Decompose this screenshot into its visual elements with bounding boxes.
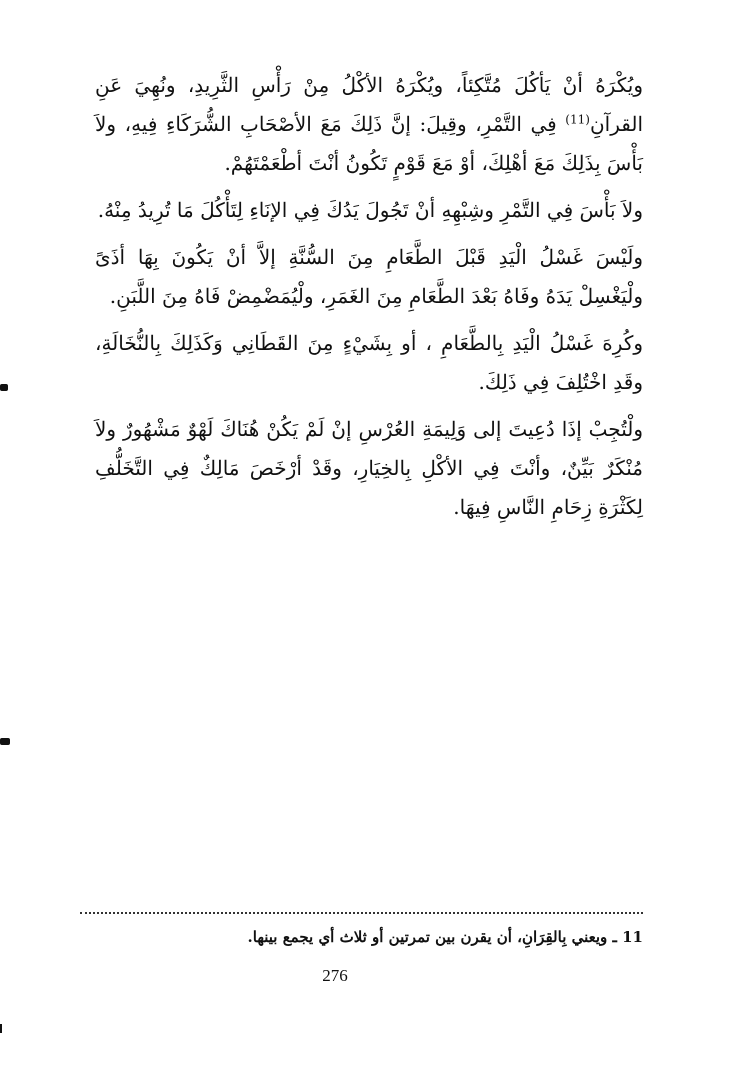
paragraph-dates: ولاَ بَأْسَ فِي التَّمْرِ وشِبْهِهِ أنْ تَجُولَ يَدُكَ فِي الإنَاءِ لِتَأْكُلَ مَا تُرِيدُ مِنْهُ. (97, 198, 643, 222)
footnote-separator (80, 912, 643, 914)
paragraph-disliked-washing: وكُرِهَ غَسْلُ الْيَدِ بِالطَّعَامِ ، أو بِشَيْءٍ مِنَ القَطَانِي وَكَذَلِكَ بِالنُّخَالَةِ، وقَدِ اخْتُلِفَ فِي ذَلِكَ. (95, 331, 643, 394)
scan-margin-mark (0, 384, 8, 391)
page-number: 276 (322, 966, 348, 985)
paragraph-eating-etiquette (95, 66, 643, 183)
paragraph-text: فِي التَّمْرِ، وقِيلَ: إنَّ ذَلِكَ مَعَ الأصْحَابِ الشُّرَكَاءِ فِيهِ، ولاَ بَأْسَ بِذَلِكَ مَعَ أهْلِكَ، أوْ مَعَ قَوْمٍ تَكُونُ أنْتَ أطْعَمْتَهُمْ. (95, 112, 643, 175)
footnote (95, 924, 643, 950)
footnote-text: ويعني بِالقِرَانِ، أن يقرن بين تمرتين أو ثلاث أي يجمع بينها. (247, 928, 608, 946)
footnote-separator-dash: ـ (607, 928, 623, 946)
paragraph-wedding-feast: ولْتُجِبْ إذَا دُعِيتَ إلى وَلِيمَةِ العُرْسِ إنْ لَمْ يَكُنْ هُنَاكَ لَهْوٌ مَشْهُورٌ ولاَ مُنْكَرٌ بَيِّنٌ، وأنْتَ فِي الأكْلِ بِالخِيَارِ، وقَدْ أرْخَصَ مَالِكٌ فِي التَّخَلُّفِ لِكَثْرَةِ زِحَامِ النَّاسِ فِيهَا. (95, 417, 643, 519)
footnote-reference: (11) (565, 112, 590, 127)
paragraph-text: ويُكْرَهُ أنْ يَأكُلَ مُتَّكِئاً، ويُكْرَهُ الأكْلُ مِنْ رَأْسِ الثَّرِيدِ، ونُهِيَ عَنِ القرآنِ (95, 73, 643, 136)
main-text (95, 66, 643, 527)
footnote-number: 11 (622, 928, 643, 946)
scan-margin-mark (0, 738, 10, 745)
scan-margin-mark (0, 1024, 2, 1033)
paragraph-hand-washing: ولَيْسَ غَسْلُ الْيَدِ قَبْلَ الطَّعَامِ مِنَ السُّنَّةِ إلاَّ أنْ يَكُونَ بِهَا أذَىً ولْيَغْسِلْ يَدَهُ وفَاهُ بَعْدَ الطَّعَامِ مِنَ الغَمَرِ، ولْيُمَضْمِضْ فَاهُ مِنَ اللَّبَنِ. (95, 245, 643, 308)
